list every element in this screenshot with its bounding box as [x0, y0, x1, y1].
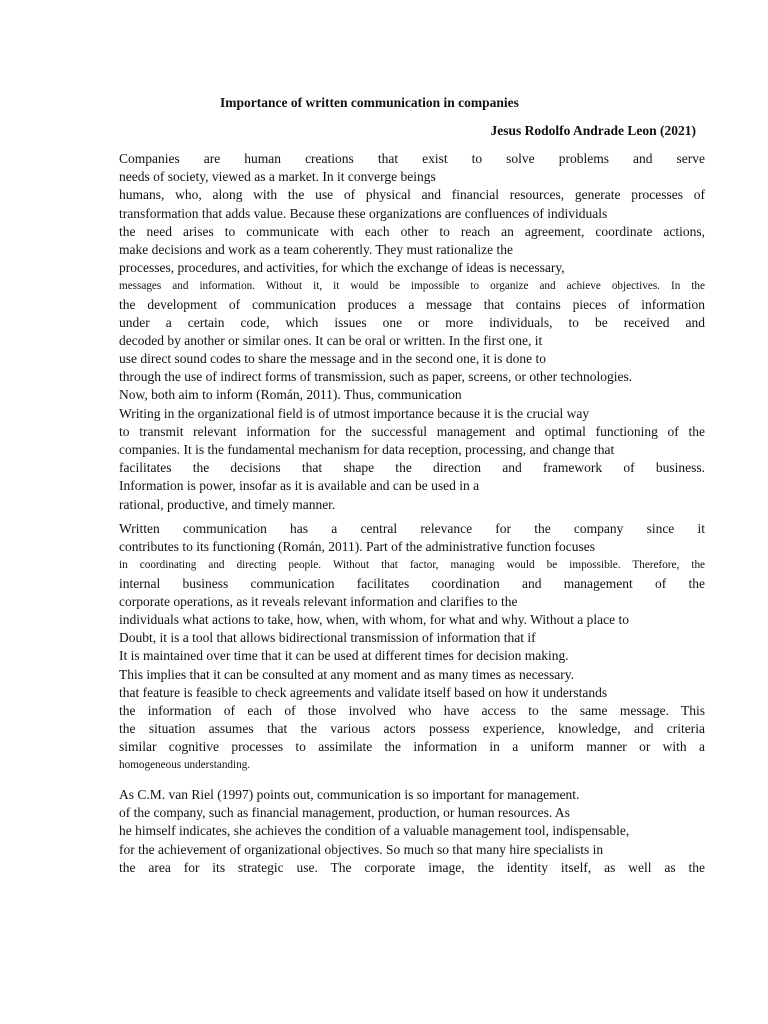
text-line: corporate operations, as it reveals relevant information and clarifies to the: [119, 593, 518, 609]
text-line: processes, procedures, and activities, for which the exchange of ideas is necessary,: [119, 260, 565, 276]
document-author: Jesus Rodolfo Andrade Leon (2021): [490, 123, 696, 138]
text-line: of the company, such as financial management, production, or human resources. As: [119, 805, 570, 821]
paragraph-2: [119, 520, 705, 775]
text-line: that feature is feasible to check agreements and validate itself based on how it understands: [119, 684, 608, 700]
text-line: facilitates the decisions that shape the direction and framework of business.: [119, 460, 705, 476]
text-line: This implies that it can be consulted at any moment and as many times as necessary.: [119, 666, 575, 682]
text-line: needs of society, viewed as a market. In it converge beings: [119, 169, 436, 185]
text-line: companies. It is the fundamental mechanism for data reception, processing, and change that: [119, 442, 615, 457]
text-line: transformation that adds value. Because these organizations are confluences of individuals: [119, 205, 608, 221]
text-line: use direct sound codes to share the message and in the second one, it is done to: [119, 351, 547, 367]
text-line: he himself indicates, she achieves the condition of a valuable management tool, indispensable,: [119, 823, 630, 839]
text-line: the development of communication produces a message that contains pieces of information: [119, 296, 705, 312]
text-line: humans, who, along with the use of physical and financial resources, generate processes of: [119, 187, 705, 203]
text-line: Information is power, insofar as it is available and can be used in a: [119, 478, 480, 494]
text-line: It is maintained over time that it can be used at different times for decision making.: [119, 648, 569, 664]
text-line: Now, both aim to inform (Román, 2011). Thus, communication: [119, 387, 462, 403]
text-line: messages and information. Without it, it would be impossible to organize and achieve objectives. In the: [119, 280, 705, 293]
text-line: As C.M. van Riel (1997) points out, communication is so important for management.: [119, 787, 580, 802]
text-line: homogeneous understanding.: [119, 759, 251, 772]
paragraph-3: [119, 786, 705, 877]
text-line: rational, productive, and timely manner.: [119, 496, 336, 512]
document-title: Importance of written communication in companies: [220, 95, 519, 110]
text-line: Written communication has a central relevance for the company since it: [119, 521, 705, 536]
text-line: through the use of indirect forms of transmission, such as paper, screens, or other technologies.: [119, 369, 633, 385]
text-line: the information of each of those involved who have access to the same message. This: [119, 702, 705, 718]
paragraph-1: [119, 150, 705, 514]
text-line: the situation assumes that the various actors possess experience, knowledge, and criteria: [119, 721, 705, 737]
text-line: to transmit relevant information for the successful management and optimal functioning of the: [119, 423, 705, 439]
text-line: the area for its strategic use. The corporate image, the identity itself, as well as the: [119, 859, 705, 875]
text-line: Doubt, it is a tool that allows bidirectional transmission of information that if: [119, 630, 536, 646]
text-line: internal business communication facilitates coordination and management of the: [119, 575, 705, 591]
text-line: decoded by another or similar ones. It can be oral or written. In the first one, it: [119, 332, 543, 348]
text-line: contributes to its functioning (Román, 2011). Part of the administrative function focuses: [119, 539, 596, 555]
text-line: make decisions and work as a team coherently. They must rationalize the: [119, 241, 513, 257]
text-line: Companies are human creations that exist to solve problems and serve: [119, 151, 705, 166]
text-line: in coordinating and directing people. Without that factor, managing would be impossible. Therefore, the: [119, 559, 705, 572]
text-line: under a certain code, which issues one or more individuals, to be received and: [119, 314, 705, 330]
text-line: the need arises to communicate with each other to reach an agreement, coordinate actions,: [119, 223, 705, 239]
text-line: Writing in the organizational field is of utmost importance because it is the crucial way: [119, 405, 590, 421]
text-line: similar cognitive processes to assimilate the information in a uniform manner or with a: [119, 739, 705, 755]
text-line: for the achievement of organizational objectives. So much so that many hire specialists in: [119, 841, 604, 857]
text-line: individuals what actions to take, how, when, with whom, for what and why. Without a place to: [119, 611, 629, 627]
